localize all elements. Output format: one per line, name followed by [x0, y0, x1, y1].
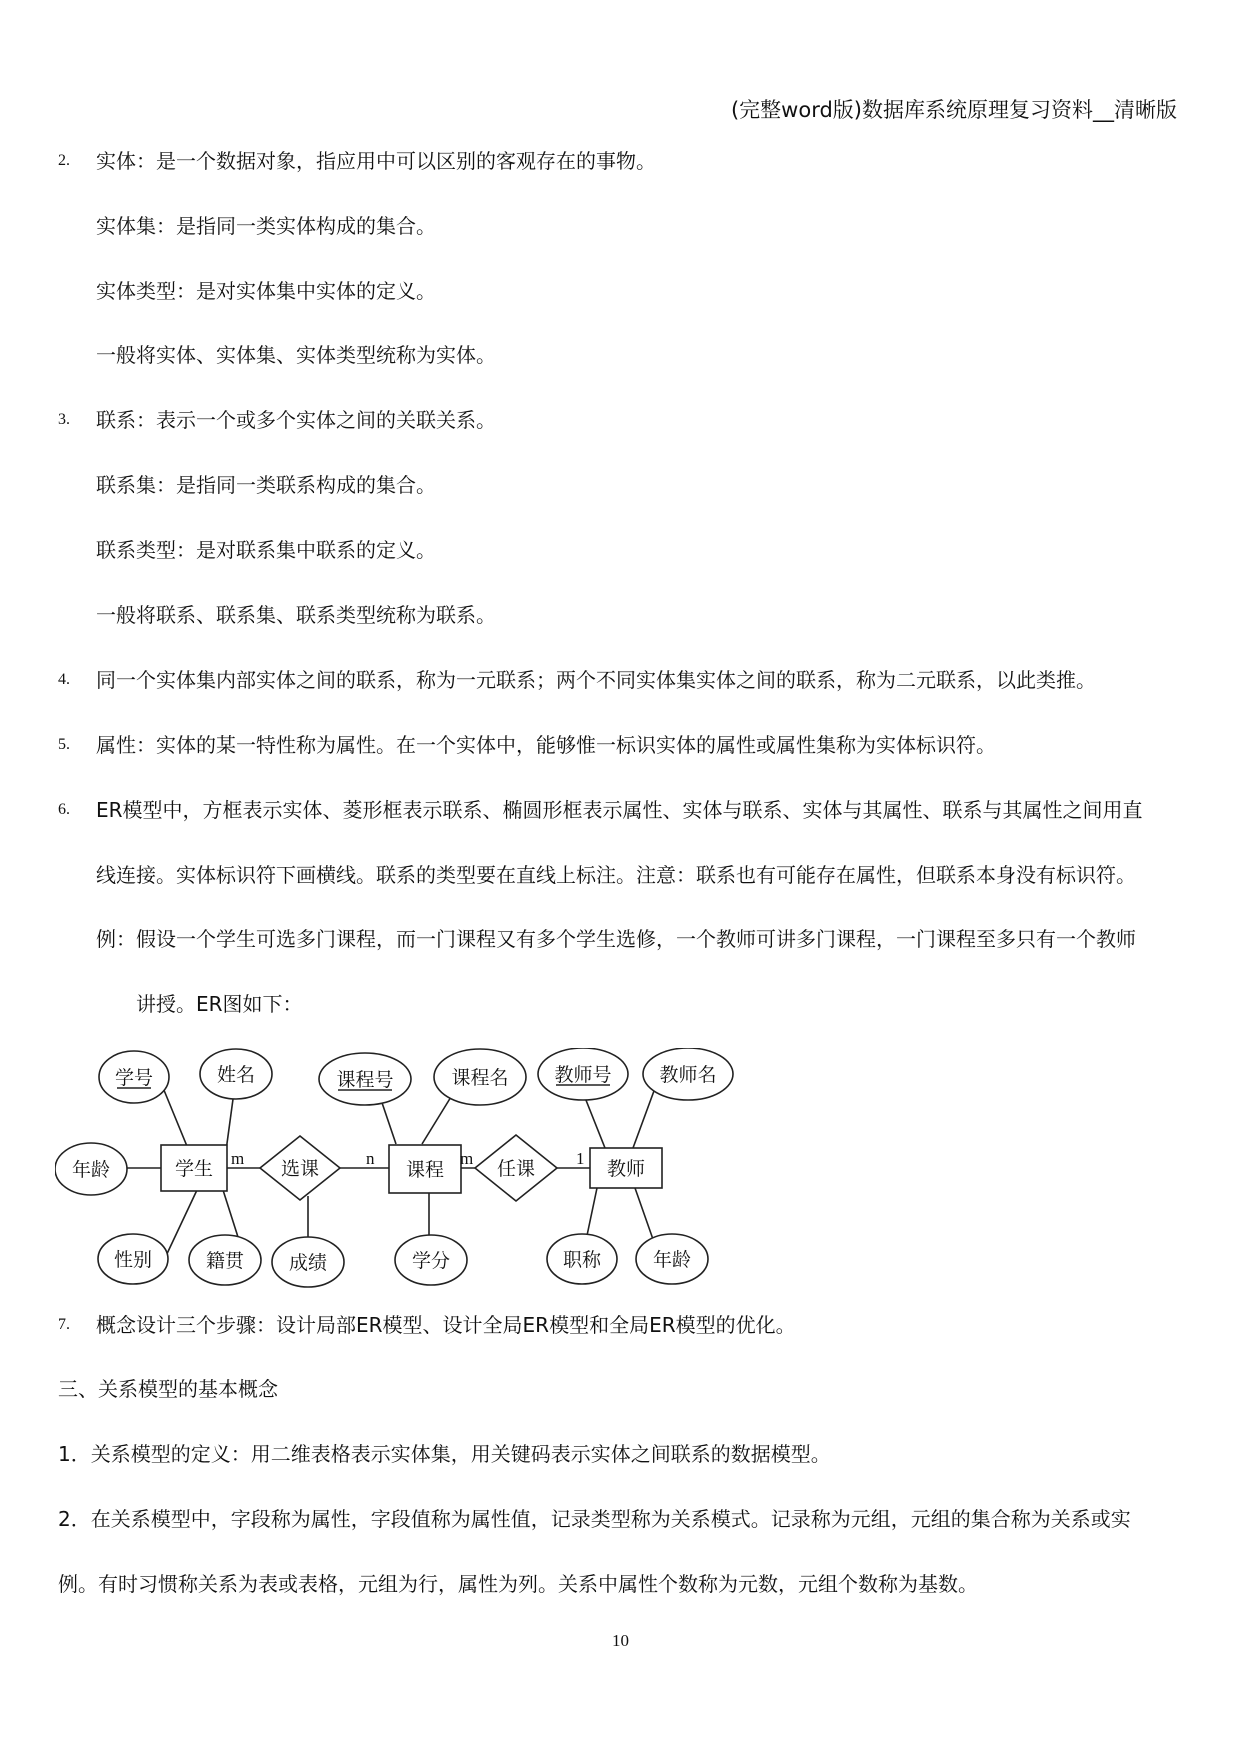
attribute-label: 年龄 — [71, 1159, 111, 1181]
cardinality-label: m — [460, 1149, 474, 1168]
entity-label: 学生 — [174, 1158, 214, 1180]
er-diagram — [55, 1048, 745, 1288]
paragraph: 联系类型：是对联系集中联系的定义。 — [96, 538, 436, 562]
paragraph: 联系集：是指同一类联系构成的集合。 — [96, 473, 436, 497]
paragraph: 实体集：是指同一类实体构成的集合。 — [96, 214, 436, 238]
paragraph: ER模型中，方框表示实体、菱形框表示联系、椭圆形框表示属性、实体与联系、实体与其属性、联系与其属性之间用直 — [96, 798, 1143, 822]
attribute-label: 性别 — [113, 1249, 153, 1271]
paragraph: 实体类型：是对实体集中实体的定义。 — [96, 279, 436, 303]
paragraph: 属性：实体的某一特性称为属性。在一个实体中，能够惟一标识实体的属性或属性集称为实体标识符。 — [96, 733, 996, 757]
paragraph: 例。有时习惯称关系为表或表格，元组为行，属性为列。关系中属性个数称为元数，元组个数称为基数。 — [58, 1572, 978, 1596]
item-number: 2. — [58, 152, 70, 169]
paragraph: 实体：是一个数据对象，指应用中可以区别的客观存在的事物。 — [96, 149, 656, 173]
paragraph: 一般将联系、联系集、联系类型统称为联系。 — [96, 603, 496, 627]
item-number: 7. — [58, 1316, 70, 1333]
entity-label: 课程 — [405, 1159, 445, 1181]
page-header: (完整word版)数据库系统原理复习资料__清晰版 — [730, 98, 1177, 122]
item-number: 5. — [58, 736, 70, 753]
item-number: 4. — [58, 671, 70, 688]
attribute-label: 课程名 — [451, 1067, 509, 1089]
attribute-label: 学分 — [411, 1250, 451, 1272]
paragraph: 线连接。实体标识符下画横线。联系的类型要在直线上标注。注意：联系也有可能存在属性，但联系本身没有标识符。 — [96, 863, 1136, 887]
cardinality-label: n — [366, 1149, 375, 1168]
paragraph: 联系：表示一个或多个实体之间的关联关系。 — [96, 408, 496, 432]
cardinality-label: m — [231, 1149, 245, 1168]
item-number: 6. — [58, 801, 70, 818]
relationship-label: 选课 — [280, 1158, 320, 1180]
attribute-label: 姓名 — [216, 1064, 256, 1086]
paragraph: 概念设计三个步骤：设计局部ER模型、设计全局ER模型和全局ER模型的优化。 — [96, 1313, 796, 1337]
attribute-label: 成绩 — [288, 1252, 328, 1274]
attribute-label: 课程号 — [336, 1069, 394, 1091]
item-number: 3. — [58, 411, 70, 428]
attribute-label: 教师名 — [659, 1064, 717, 1086]
cardinality-label: 1 — [576, 1149, 585, 1168]
page-number: 10 — [612, 1631, 629, 1650]
attribute-label: 年龄 — [652, 1249, 692, 1271]
relationship-label: 任课 — [496, 1158, 536, 1180]
paragraph: 例：假设一个学生可选多门课程，而一门课程又有多个学生选修，一个教师可讲多门课程，一门课程至多只有一个教师 — [96, 927, 1136, 951]
attribute-label: 学号 — [114, 1067, 154, 1089]
paragraph: 同一个实体集内部实体之间的联系，称为一元联系；两个不同实体集实体之间的联系，称为二元联系，以此类推。 — [96, 668, 1096, 692]
paragraph: 一般将实体、实体集、实体类型统称为实体。 — [96, 343, 496, 367]
section-heading: 三、关系模型的基本概念 — [58, 1377, 278, 1401]
paragraph: 讲授。ER图如下： — [136, 992, 303, 1016]
paragraph: 2．在关系模型中，字段称为属性，字段值称为属性值，记录类型称为关系模式。记录称为元组，元组的集合称为关系或实 — [58, 1507, 1131, 1531]
paragraph: 1．关系模型的定义：用二维表格表示实体集，用关键码表示实体之间联系的数据模型。 — [58, 1442, 831, 1466]
attribute-label: 职称 — [562, 1249, 602, 1271]
entity-label: 教师 — [606, 1158, 646, 1180]
attribute-label: 籍贯 — [205, 1250, 245, 1272]
attribute-label: 教师号 — [554, 1064, 612, 1086]
